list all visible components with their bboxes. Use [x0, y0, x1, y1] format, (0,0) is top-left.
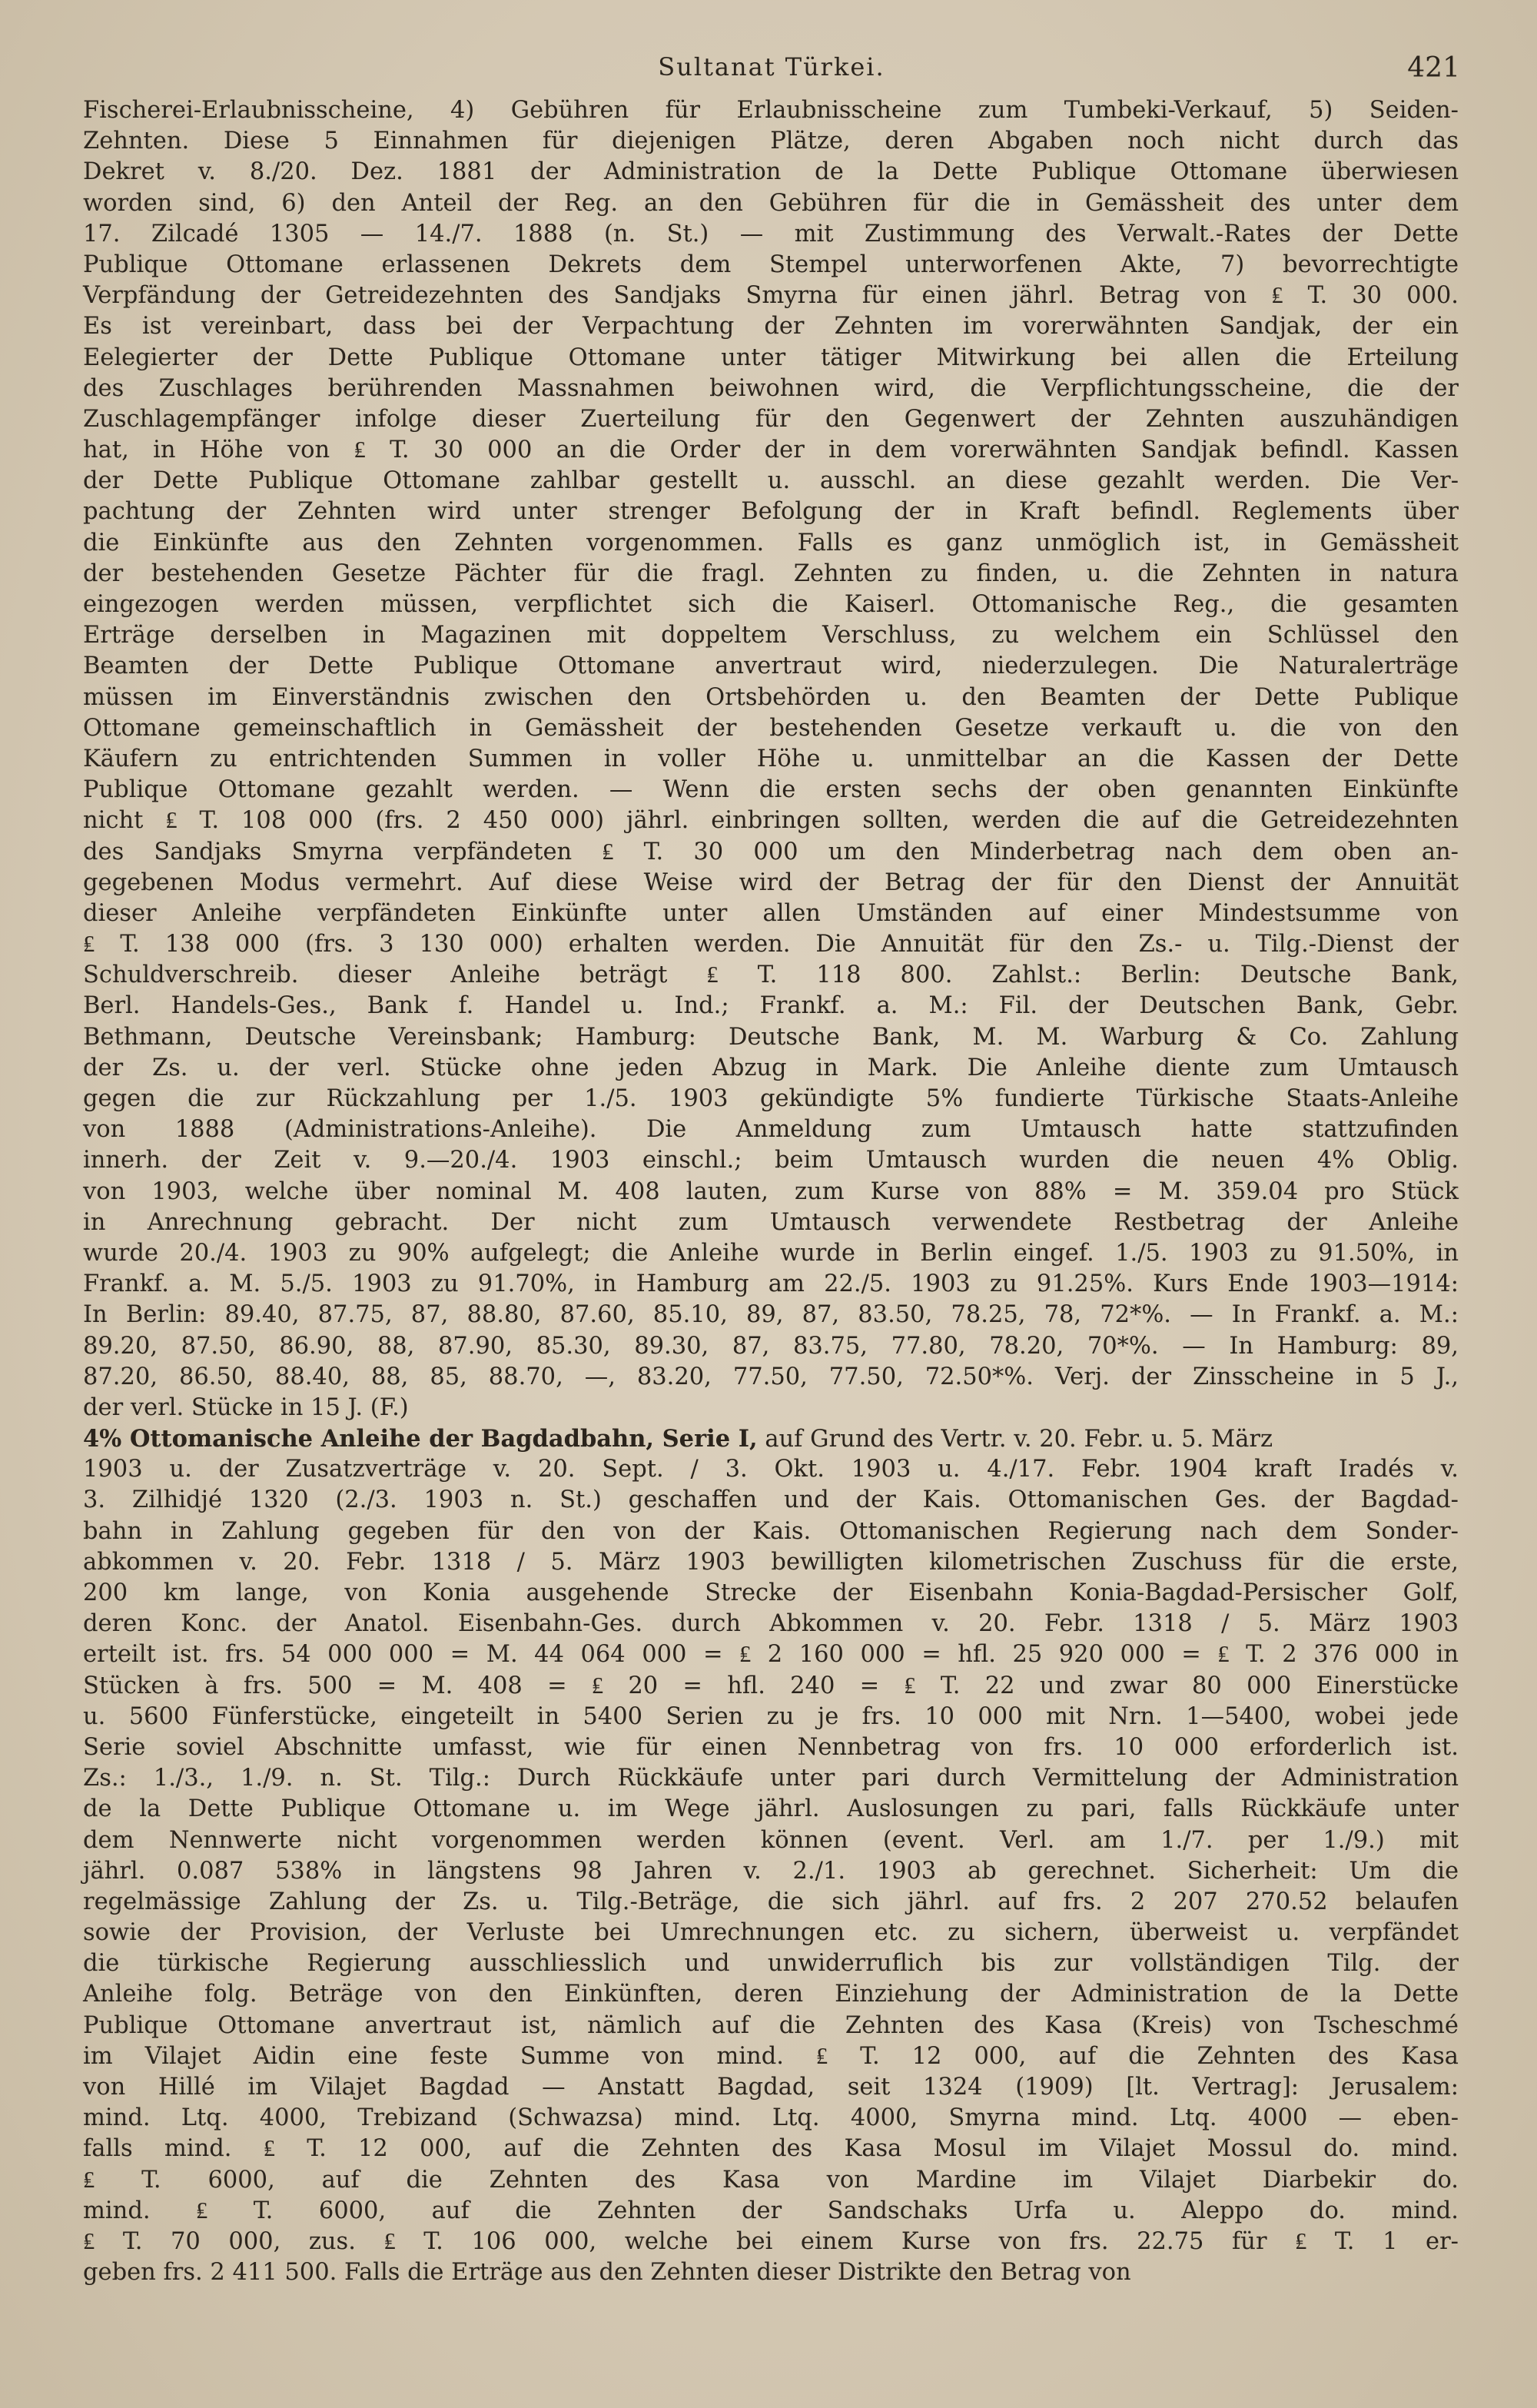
text-line: Serie soviel Abschnitte umfasst, wie für einen Nennbetrag von frs. 10 000 erforderlich ist. [83, 1733, 1459, 1761]
text-line: Es ist vereinbart, dass bei der Verpachtung der Zehnten im vorerwähnten Sandjak, der ein [83, 313, 1459, 340]
text-line: Frankf. a. M. 5./5. 1903 zu 91.70%, in Hamburg am 22./5. 1903 zu 91.25%. Kurs Ende 1903—1914: [83, 1270, 1459, 1298]
text-line: sowie der Provision, der Verluste bei Umrechnungen etc. zu sichern, überweist u. verpfändet [83, 1919, 1459, 1947]
text-line: Zs.: 1./3., 1./9. n. St. Tilg.: Durch Rückkäufe unter pari durch Vermittelung der Administration [83, 1765, 1459, 1792]
text-line: der Zs. u. der verl. Stücke ohne jeden Abzug in Mark. Die Anleihe diente zum Umtausch [83, 1054, 1459, 1081]
text-line: in Anrechnung gebracht. Der nicht zum Umtausch verwendete Restbetrag der Anleihe [83, 1208, 1459, 1236]
text-line: regelmässige Zahlung der Zs. u. Tilg.-Beträge, die sich jährl. auf frs. 2 207 270.52 belaufen [83, 1888, 1459, 1915]
text-line: 3. Zilhidjé 1320 (2./3. 1903 n. St.) geschaffen und der Kais. Ottomanischen Ges. der Bagdad- [83, 1486, 1459, 1514]
text-line: die Einkünfte aus den Zehnten vorgenommen. Falls es ganz unmöglich ist, in Gemässheit [83, 529, 1459, 556]
text-line: eingezogen werden müssen, verpflichtet sich die Kaiserl. Ottomanische Reg., die gesamten [83, 591, 1459, 618]
text-line: de la Dette Publique Ottomane u. im Wege jährl. Auslosungen zu pari, falls Rückkäufe unter [83, 1795, 1459, 1823]
text-line: Zehnten. Diese 5 Einnahmen für diejenigen Plätze, deren Abgaben noch nicht durch das [83, 128, 1459, 155]
text-line: innerh. der Zeit v. 9.—20./4. 1903 einschl.; beim Umtausch wurden die neuen 4% Oblig. [83, 1147, 1459, 1174]
text-line: erteilt ist. frs. 54 000 000 = M. 44 064 000 = ₤ 2 160 000 = hfl. 25 920 000 = ₤ T. 2 376 000 in [83, 1641, 1459, 1669]
text-line: abkommen v. 20. Febr. 1318 / 5. März 1903 bewilligten kilometrischen Zuschuss für die erste, [83, 1548, 1459, 1576]
text-line: Käufern zu entrichtenden Summen in voller Höhe u. unmittelbar an die Kassen der Dette [83, 745, 1459, 772]
text-line: pachtung der Zehnten wird unter strenger Befolgung der in Kraft befindl. Reglements über [83, 498, 1459, 526]
text-line: Ottomane gemeinschaftlich in Gemässheit der bestehenden Gesetze verkauft u. die von den [83, 714, 1459, 742]
text-line: falls mind. ₤ T. 12 000, auf die Zehnten des Kasa Mosul im Vilajet Mossul do. mind. [83, 2135, 1459, 2163]
text-line: Dekret v. 8./20. Dez. 1881 der Administration de la Dette Publique Ottomane überwiesen [83, 158, 1459, 186]
page-header [83, 52, 1460, 91]
text-line: Zuschlagempfänger infolge dieser Zuerteilung für den Gegenwert der Zehnten auszuhändigen [83, 405, 1459, 433]
text-line: ₤ T. 138 000 (frs. 3 130 000) erhalten werden. Die Annuität für den Zs.- u. Tilg.-Dienst der [83, 931, 1459, 958]
text-line: von 1903, welche über nominal M. 408 lauten, zum Kurse von 88% = M. 359.04 pro Stück [83, 1177, 1459, 1205]
text-line: bahn in Zahlung gegeben für den von der Kais. Ottomanischen Regierung nach dem Sonder- [83, 1517, 1459, 1545]
section-heading: 4% Ottomanische Anleihe der Bagdadbahn, Serie I, [83, 1425, 758, 1453]
text-line: geben frs. 2 411 500. Falls die Erträge aus den Zehnten dieser Distrikte den Betrag von [83, 2259, 1131, 2287]
text-line: dieser Anleihe verpfändeten Einkünfte unter allen Umständen auf einer Mindestsumme von [83, 899, 1459, 927]
text-line: Beamten der Dette Publique Ottomane anvertraut wird, niederzulegen. Die Naturalerträge [83, 653, 1459, 680]
text-line: der Dette Publique Ottomane zahlbar gestellt u. ausschl. an diese gezahlt werden. Die Ver- [83, 467, 1459, 495]
text-line: mind. Ltq. 4000, Trebizand (Schwazsa) mind. Ltq. 4000, Smyrna mind. Ltq. 4000 — eben- [83, 2104, 1459, 2132]
text-line: deren Konc. der Anatol. Eisenbahn-Ges. durch Abkommen v. 20. Febr. 1318 / 5. März 1903 [83, 1610, 1459, 1638]
text-line: worden sind, 6) den Anteil der Reg. an den Gebühren für die in Gemässheit des unter dem [83, 189, 1459, 217]
body-text [83, 95, 1459, 2288]
text-line: Erträge derselben in Magazinen mit doppeltem Verschluss, zu welchem ein Schlüssel den [83, 622, 1459, 649]
text-line: 1903 u. der Zusatzverträge v. 20. Sept. / 3. Okt. 1903 u. 4./17. Febr. 1904 kraft Iradés v. [83, 1456, 1459, 1483]
text-line: Publique Ottomane anvertraut ist, nämlich auf die Zehnten des Kasa (Kreis) von Tscheschmé [83, 2011, 1459, 2039]
text-line: Publique Ottomane erlassenen Dekrets dem Stempel unterworfenen Akte, 7) bevorrechtigte [83, 251, 1459, 278]
text-line: Berl. Handels-Ges., Bank f. Handel u. Ind.; Frankf. a. M.: Fil. der Deutschen Bank, Gebr. [83, 992, 1459, 1020]
text-line: In Berlin: 89.40, 87.75, 87, 88.80, 87.60, 85.10, 89, 87, 83.50, 78.25, 78, 72*%. — In Frankf. a. M.: [83, 1301, 1459, 1329]
text-line: müssen im Einverständnis zwischen den Ortsbehörden u. den Beamten der Dette Publique [83, 683, 1459, 711]
text-line: mind. ₤ T. 6000, auf die Zehnten der Sandschaks Urfa u. Aleppo do. mind. [83, 2197, 1459, 2224]
text-line: die türkische Regierung ausschliesslich und unwiderruflich bis zur vollständigen Tilg. der [83, 1950, 1459, 1978]
text-line: Anleihe folg. Beträge von den Einkünften, deren Einziehung der Administration de la Dette [83, 1981, 1459, 2008]
text-line: der bestehenden Gesetze Pächter für die fragl. Zehnten zu finden, u. die Zehnten in natura [83, 560, 1459, 587]
text-line: von 1888 (Administrations-Anleihe). Die Anmeldung zum Umtausch hatte stattzufinden [83, 1116, 1459, 1144]
text-line: Verpfändung der Getreidezehnten des Sandjaks Smyrna für einen jährl. Betrag von ₤ T. 30 000. [83, 282, 1459, 310]
text-line: 87.20, 86.50, 88.40, 88, 85, 88.70, —, 83.20, 77.50, 77.50, 72.50*%. Verj. der Zinsscheine in 5 J., [83, 1363, 1459, 1390]
text-line: des Sandjaks Smyrna verpfändeten ₤ T. 30 000 um den Minderbetrag nach dem oben an- [83, 838, 1459, 865]
text-line: 89.20, 87.50, 86.90, 88, 87.90, 85.30, 89.30, 87, 83.75, 77.80, 78.20, 70*%. — In Hamburg: 89, [83, 1332, 1459, 1360]
running-title: Sultanat Türkei. [658, 52, 885, 81]
page-number: 421 [1407, 52, 1460, 84]
text-line: Stücken à frs. 500 = M. 408 = ₤ 20 = hfl. 240 = ₤ T. 22 und zwar 80 000 Einerstücke [83, 1672, 1459, 1699]
text-line: wurde 20./4. 1903 zu 90% aufgelegt; die Anleihe wurde in Berlin eingef. 1./5. 1903 zu 91.50%, in [83, 1239, 1459, 1267]
text-line: gegen die zur Rückzahlung per 1./5. 1903 gekündigte 5% fundierte Türkische Staats-Anleihe [83, 1085, 1459, 1112]
text-line: jährl. 0.087 538% in längstens 98 Jahren v. 2./1. 1903 ab gerechnet. Sicherheit: Um die [83, 1857, 1459, 1885]
text-line: u. 5600 Fünferstücke, eingeteilt in 5400 Serien zu je frs. 10 000 mit Nrn. 1—5400, wobei jede [83, 1702, 1459, 1730]
text-line: Eelegierter der Dette Publique Ottomane unter tätiger Mitwirkung bei allen die Erteilung [83, 344, 1459, 371]
text-line: von Hillé im Vilajet Bagdad — Anstatt Bagdad, seit 1324 (1909) [lt. Vertrag]: Jerusalem: [83, 2074, 1459, 2101]
text-line: ₤ T. 70 000, zus. ₤ T. 106 000, welche bei einem Kurse von frs. 22.75 für ₤ T. 1 er- [83, 2227, 1459, 2255]
text-line: nicht ₤ T. 108 000 (frs. 2 450 000) jährl. einbringen sollten, werden die auf die Getreidezehnten [83, 807, 1459, 835]
text-line: ₤ T. 6000, auf die Zehnten des Kasa von Mardine im Vilajet Diarbekir do. [83, 2166, 1459, 2194]
text-line: Fischerei-Erlaubnisscheine, 4) Gebühren für Erlaubnisscheine zum Tumbeki-Verkauf, 5) Seiden- [83, 97, 1459, 124]
text-line: dem Nennwerte nicht vorgenommen werden können (event. Verl. am 1./7. per 1./9.) mit [83, 1826, 1459, 1854]
text-line: Schuldverschreib. dieser Anleihe beträgt ₤ T. 118 800. Zahlst.: Berlin: Deutsche Bank, [83, 962, 1459, 989]
text-line: des Zuschlages berührenden Massnahmen beiwohnen wird, die Verpflichtungsscheine, die der [83, 374, 1459, 402]
text-line: der verl. Stücke in 15 J. (F.) [83, 1393, 409, 1421]
text-line: 200 km lange, von Konia ausgehende Strecke der Eisenbahn Konia-Bagdad-Persischer Golf, [83, 1579, 1459, 1606]
text-line: 4% Ottomanische Anleihe der Bagdadbahn, Serie I, auf Grund des Vertr. v. 20. Febr. u. 5. März [83, 1425, 1273, 1453]
text-line: Bethmann, Deutsche Vereinsbank; Hamburg: Deutsche Bank, M. M. Warburg & Co. Zahlung [83, 1023, 1459, 1051]
text-line: im Vilajet Aidin eine feste Summe von mind. ₤ T. 12 000, auf die Zehnten des Kasa [83, 2042, 1459, 2070]
text-line: gegebenen Modus vermehrt. Auf diese Weise wird der Betrag der für den Dienst der Annuität [83, 869, 1459, 896]
text-line: 17. Zilcadé 1305 — 14./7. 1888 (n. St.) — mit Zustimmung des Verwalt.-Rates der Dette [83, 220, 1459, 247]
text-line: hat, in Höhe von ₤ T. 30 000 an die Order der in dem vorerwähnten Sandjak befindl. Kassen [83, 437, 1459, 464]
text-line: Publique Ottomane gezahlt werden. — Wenn die ersten sechs der oben genannten Einkünfte [83, 776, 1459, 804]
